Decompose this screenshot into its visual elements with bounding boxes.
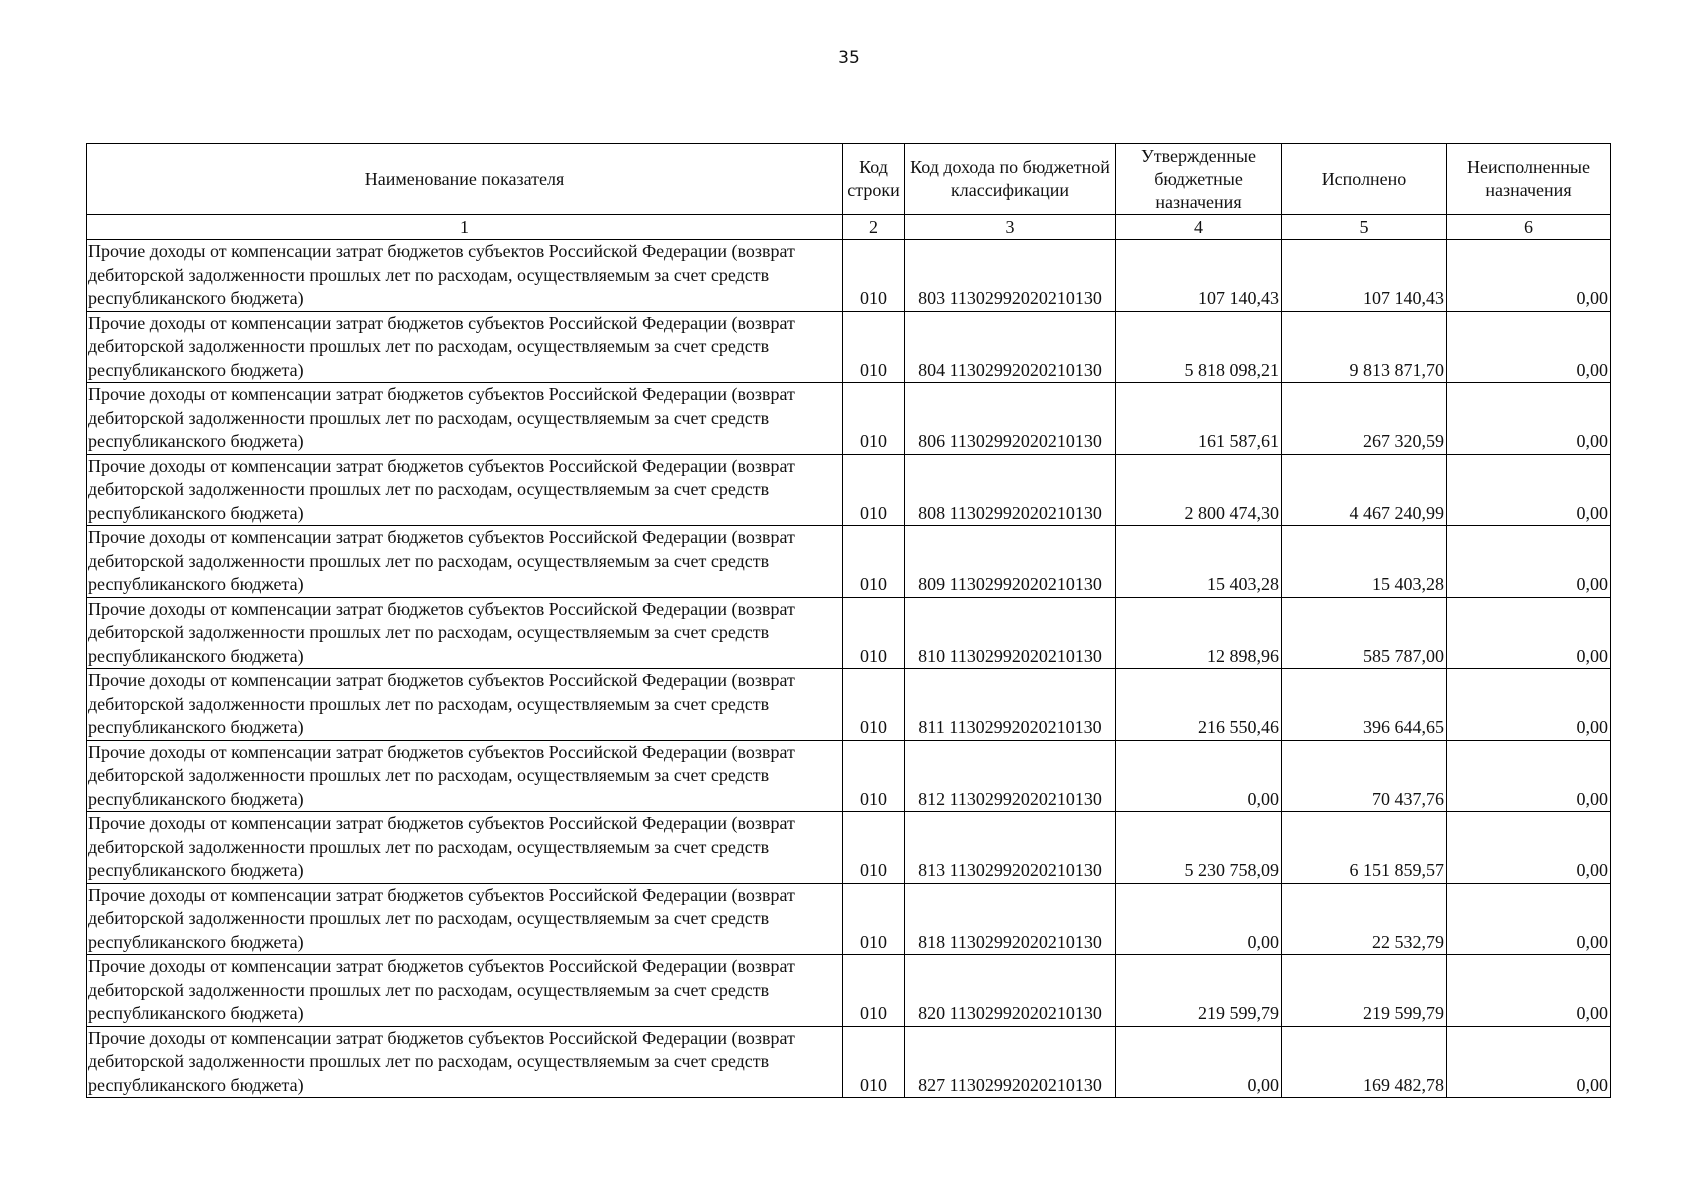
row-unexecuted-cell: 0,00 bbox=[1447, 240, 1611, 312]
row-line-code-cell: 010 bbox=[843, 883, 905, 955]
row-unexecuted-cell: 0,00 bbox=[1447, 383, 1611, 455]
row-approved-cell: 0,00 bbox=[1116, 883, 1282, 955]
row-income-code-cell: 808 11302992020210130 bbox=[905, 454, 1116, 526]
row-approved-cell: 0,00 bbox=[1116, 740, 1282, 812]
row-approved-cell: 161 587,61 bbox=[1116, 383, 1282, 455]
row-income-code-cell: 806 11302992020210130 bbox=[905, 383, 1116, 455]
budget-execution-table bbox=[86, 143, 1611, 1098]
row-executed-cell: 219 599,79 bbox=[1282, 955, 1447, 1027]
row-line-code-cell: 010 bbox=[843, 812, 905, 884]
row-executed-cell: 9 813 871,70 bbox=[1282, 311, 1447, 383]
row-executed-cell: 585 787,00 bbox=[1282, 597, 1447, 669]
table-row bbox=[87, 526, 1611, 598]
row-unexecuted-cell: 0,00 bbox=[1447, 454, 1611, 526]
row-name-cell: Прочие доходы от компенсации затрат бюджетов субъектов Российской Федерации (возврат дебиторской задолженности прошлых лет по расходам, осуществляемым за счет средств республиканского бюджета) bbox=[87, 383, 843, 455]
row-income-code-cell: 811 11302992020210130 bbox=[905, 669, 1116, 741]
row-income-code-cell: 803 11302992020210130 bbox=[905, 240, 1116, 312]
column-number: 6 bbox=[1447, 215, 1611, 240]
row-executed-cell: 169 482,78 bbox=[1282, 1026, 1447, 1098]
row-executed-cell: 15 403,28 bbox=[1282, 526, 1447, 598]
row-unexecuted-cell: 0,00 bbox=[1447, 597, 1611, 669]
row-name-cell: Прочие доходы от компенсации затрат бюджетов субъектов Российской Федерации (возврат дебиторской задолженности прошлых лет по расходам, осуществляемым за счет средств республиканского бюджета) bbox=[87, 240, 843, 312]
row-name-cell: Прочие доходы от компенсации затрат бюджетов субъектов Российской Федерации (возврат дебиторской задолженности прошлых лет по расходам, осуществляемым за счет средств республиканского бюджета) bbox=[87, 1026, 843, 1098]
row-line-code-cell: 010 bbox=[843, 383, 905, 455]
row-income-code-cell: 818 11302992020210130 bbox=[905, 883, 1116, 955]
row-executed-cell: 4 467 240,99 bbox=[1282, 454, 1447, 526]
row-unexecuted-cell: 0,00 bbox=[1447, 812, 1611, 884]
row-line-code-cell: 010 bbox=[843, 597, 905, 669]
row-line-code-cell: 010 bbox=[843, 240, 905, 312]
row-income-code-cell: 813 11302992020210130 bbox=[905, 812, 1116, 884]
column-header-name: Наименование показателя bbox=[87, 144, 843, 215]
row-income-code-cell: 804 11302992020210130 bbox=[905, 311, 1116, 383]
row-approved-cell: 15 403,28 bbox=[1116, 526, 1282, 598]
column-header-income-code: Код дохода по бюджетной классификации bbox=[905, 144, 1116, 215]
row-name-cell: Прочие доходы от компенсации затрат бюджетов субъектов Российской Федерации (возврат дебиторской задолженности прошлых лет по расходам, осуществляемым за счет средств республиканского бюджета) bbox=[87, 526, 843, 598]
page-number: 35 bbox=[838, 48, 860, 68]
column-header-approved: Утвержденные бюджетные назначения bbox=[1116, 144, 1282, 215]
row-line-code-cell: 010 bbox=[843, 526, 905, 598]
row-approved-cell: 5 818 098,21 bbox=[1116, 311, 1282, 383]
row-approved-cell: 219 599,79 bbox=[1116, 955, 1282, 1027]
row-income-code-cell: 810 11302992020210130 bbox=[905, 597, 1116, 669]
row-unexecuted-cell: 0,00 bbox=[1447, 1026, 1611, 1098]
column-number: 2 bbox=[843, 215, 905, 240]
row-approved-cell: 2 800 474,30 bbox=[1116, 454, 1282, 526]
row-approved-cell: 5 230 758,09 bbox=[1116, 812, 1282, 884]
column-number: 5 bbox=[1282, 215, 1447, 240]
row-executed-cell: 70 437,76 bbox=[1282, 740, 1447, 812]
table-row bbox=[87, 883, 1611, 955]
row-line-code-cell: 010 bbox=[843, 955, 905, 1027]
row-line-code-cell: 010 bbox=[843, 669, 905, 741]
column-number-row bbox=[87, 215, 1611, 240]
table-row bbox=[87, 597, 1611, 669]
row-executed-cell: 267 320,59 bbox=[1282, 383, 1447, 455]
row-income-code-cell: 812 11302992020210130 bbox=[905, 740, 1116, 812]
column-number: 4 bbox=[1116, 215, 1282, 240]
row-name-cell: Прочие доходы от компенсации затрат бюджетов субъектов Российской Федерации (возврат дебиторской задолженности прошлых лет по расходам, осуществляемым за счет средств республиканского бюджета) bbox=[87, 311, 843, 383]
header-row bbox=[87, 144, 1611, 215]
row-unexecuted-cell: 0,00 bbox=[1447, 740, 1611, 812]
row-approved-cell: 107 140,43 bbox=[1116, 240, 1282, 312]
row-name-cell: Прочие доходы от компенсации затрат бюджетов субъектов Российской Федерации (возврат дебиторской задолженности прошлых лет по расходам, осуществляемым за счет средств республиканского бюджета) bbox=[87, 740, 843, 812]
row-unexecuted-cell: 0,00 bbox=[1447, 883, 1611, 955]
row-income-code-cell: 827 11302992020210130 bbox=[905, 1026, 1116, 1098]
row-unexecuted-cell: 0,00 bbox=[1447, 669, 1611, 741]
row-approved-cell: 0,00 bbox=[1116, 1026, 1282, 1098]
column-header-line-code: Код строки bbox=[843, 144, 905, 215]
row-approved-cell: 12 898,96 bbox=[1116, 597, 1282, 669]
row-executed-cell: 396 644,65 bbox=[1282, 669, 1447, 741]
table-row bbox=[87, 740, 1611, 812]
row-name-cell: Прочие доходы от компенсации затрат бюджетов субъектов Российской Федерации (возврат дебиторской задолженности прошлых лет по расходам, осуществляемым за счет средств республиканского бюджета) bbox=[87, 955, 843, 1027]
row-line-code-cell: 010 bbox=[843, 454, 905, 526]
row-name-cell: Прочие доходы от компенсации затрат бюджетов субъектов Российской Федерации (возврат дебиторской задолженности прошлых лет по расходам, осуществляемым за счет средств республиканского бюджета) bbox=[87, 883, 843, 955]
column-number: 1 bbox=[87, 215, 843, 240]
row-line-code-cell: 010 bbox=[843, 1026, 905, 1098]
table-row bbox=[87, 955, 1611, 1027]
row-income-code-cell: 820 11302992020210130 bbox=[905, 955, 1116, 1027]
table-row bbox=[87, 812, 1611, 884]
row-unexecuted-cell: 0,00 bbox=[1447, 955, 1611, 1027]
row-line-code-cell: 010 bbox=[843, 740, 905, 812]
column-header-unexecuted: Неисполненные назначения bbox=[1447, 144, 1611, 215]
row-unexecuted-cell: 0,00 bbox=[1447, 311, 1611, 383]
row-income-code-cell: 809 11302992020210130 bbox=[905, 526, 1116, 598]
column-header-executed: Исполнено bbox=[1282, 144, 1447, 215]
column-number: 3 bbox=[905, 215, 1116, 240]
row-line-code-cell: 010 bbox=[843, 311, 905, 383]
table-row bbox=[87, 669, 1611, 741]
row-executed-cell: 22 532,79 bbox=[1282, 883, 1447, 955]
table-row bbox=[87, 454, 1611, 526]
row-unexecuted-cell: 0,00 bbox=[1447, 526, 1611, 598]
row-name-cell: Прочие доходы от компенсации затрат бюджетов субъектов Российской Федерации (возврат дебиторской задолженности прошлых лет по расходам, осуществляемым за счет средств республиканского бюджета) bbox=[87, 669, 843, 741]
table-row bbox=[87, 240, 1611, 312]
row-name-cell: Прочие доходы от компенсации затрат бюджетов субъектов Российской Федерации (возврат дебиторской задолженности прошлых лет по расходам, осуществляемым за счет средств республиканского бюджета) bbox=[87, 454, 843, 526]
row-executed-cell: 107 140,43 bbox=[1282, 240, 1447, 312]
row-name-cell: Прочие доходы от компенсации затрат бюджетов субъектов Российской Федерации (возврат дебиторской задолженности прошлых лет по расходам, осуществляемым за счет средств республиканского бюджета) bbox=[87, 812, 843, 884]
row-executed-cell: 6 151 859,57 bbox=[1282, 812, 1447, 884]
table-row bbox=[87, 1026, 1611, 1098]
table-row bbox=[87, 311, 1611, 383]
row-name-cell: Прочие доходы от компенсации затрат бюджетов субъектов Российской Федерации (возврат дебиторской задолженности прошлых лет по расходам, осуществляемым за счет средств республиканского бюджета) bbox=[87, 597, 843, 669]
table-row bbox=[87, 383, 1611, 455]
row-approved-cell: 216 550,46 bbox=[1116, 669, 1282, 741]
